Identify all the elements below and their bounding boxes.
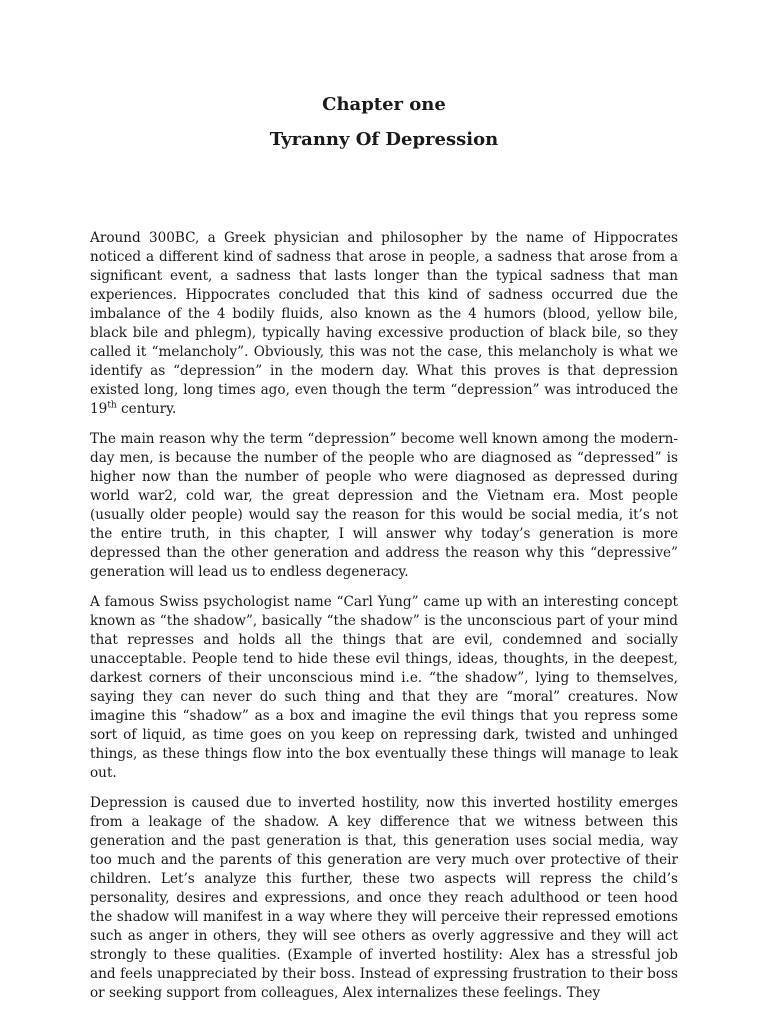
chapter-title: Tyranny Of Depression xyxy=(269,129,499,150)
paragraph-1 xyxy=(90,229,678,419)
paragraph-1-tail: century. xyxy=(116,401,177,417)
ordinal-suffix: th xyxy=(107,400,117,411)
paragraph-1-text: Around 300BC, a Greek physician and philosopher by the name of Hippocrates noticed a different kind of sadness that arose in people, a sadness that arose from a significant event, a sadness that lasts longer than the typical sadness that man experiences. Hippocrates concluded that this kind of sadness occurred due the imbalance of the 4 bodily fluids, also known as the 4 humors (blood, yellow bile, black bile and phlegm), typically having excessive production of black bile, so they called it “melancholy”. Obviously, this was not the case, this melancholy is what we identify as “depression” in the modern day. What this proves is that depression existed long, long times ago, even though the term “depression” was introduced the 19 xyxy=(90,230,678,417)
chapter-label: Chapter one xyxy=(322,94,446,115)
paragraph-2: The main reason why the term “depression” become well known among the modern-day men, is because the number of the people who are diagnosed as “depressed” is higher now than the number of people who were diagnosed as depressed during world war2, cold war, the great depression and the Vietnam era. Most people (usually older people) would say the reason for this would be social media, it’s not the entire truth, in this chapter, I will answer why today’s generation is more depressed than the other generation and address the reason why this “depressive” generation will lead us to endless degeneracy. xyxy=(90,431,678,580)
paragraph-3: A famous Swiss psychologist name “Carl Yung” came up with an interesting concept known as “the shadow”, basically “the shadow” is the unconscious part of your mind that represses and holds all the things that are evil, condemned and socially unacceptable. People tend to hide these evil things, ideas, thoughts, in the deepest, darkest corners of their unconscious mind i.e. “the shadow”, lying to themselves, saying they can never do such thing and that they are “moral” creatures. Now imagine this “shadow” as a box and imagine the evil things that you repress some sort of liquid, as time goes on you keep on repressing dark, twisted and unhinged things, as these things flow into the box eventually these things will manage to leak out. xyxy=(90,594,678,781)
paragraph-4: Depression is caused due to inverted hostility, now this inverted hostility emerges from a leakage of the shadow. A key difference that we witness between this generation and the past generation is that, this generation uses social media, way too much and the parents of this generation are very much over protective of their children. Let’s analyze this further, these two aspects will repress the child’s personality, desires and expressions, and once they reach adulthood or teen hood the shadow will manifest in a way where they will perceive their repressed emotions such as anger in others, they will see others as overly aggressive and they will act strongly to these qualities. (Example of inverted hostility: Alex has a stressful job and feels unappreciated by their boss. Instead of expressing frustration to their boss or seeking support from colleagues, Alex internalizes these feelings. They xyxy=(90,795,678,1001)
chapter-body xyxy=(90,229,678,1014)
